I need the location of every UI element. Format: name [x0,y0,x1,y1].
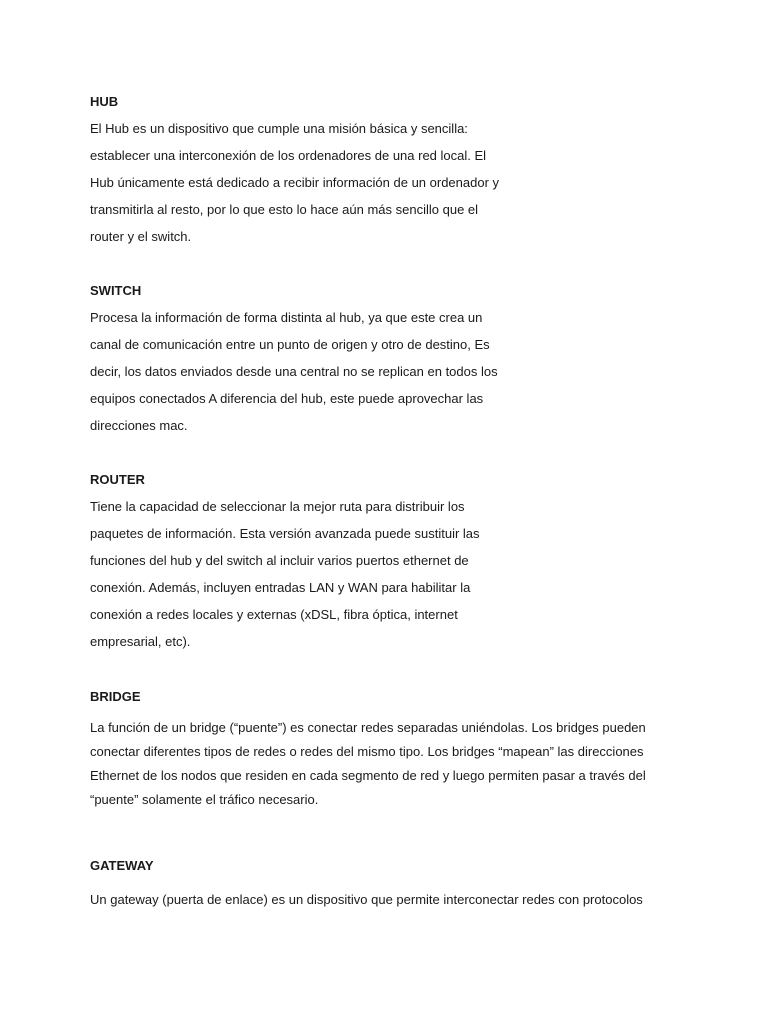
hub-paragraph-line: transmitirla al resto, por lo que esto lo hace aún más sencillo que el [90,202,479,217]
section-heading-bridge: BRIDGE [90,689,141,704]
switch-paragraph-line: decir, los datos enviados desde una central no se replican en todos los [90,364,498,379]
bridge-paragraph-line: conectar diferentes tipos de redes o redes del mismo tipo. Los bridges “mapean” las direcciones [90,744,644,759]
hub-paragraph-line: establecer una interconexión de los ordenadores de una red local. El [90,148,487,163]
router-paragraph-line: conexión a redes locales y externas (xDSL, fibra óptica, internet [90,607,458,622]
hub-paragraph-line: Hub únicamente está dedicado a recibir información de un ordenador y [90,175,500,190]
router-paragraph-line: conexión. Además, incluyen entradas LAN y WAN para habilitar la [90,580,471,595]
switch-paragraph-line: canal de comunicación entre un punto de origen y otro de destino, Es [90,337,490,352]
gateway-paragraph-line: Un gateway (puerta de enlace) es un dispositivo que permite interconectar redes con protocolos [90,892,643,907]
section-heading-gateway: GATEWAY [90,858,154,873]
switch-paragraph-line: Procesa la información de forma distinta al hub, ya que este crea un [90,310,483,325]
section-heading-switch: SWITCH [90,283,142,298]
bridge-paragraph-line: Ethernet de los nodos que residen en cada segmento de red y luego permiten pasar a través del [90,768,646,783]
section-heading-hub: HUB [90,94,119,109]
router-paragraph-line: funciones del hub y del switch al incluir varios puertos ethernet de [90,553,469,568]
switch-paragraph-line: direcciones mac. [90,418,188,433]
hub-paragraph-line: El Hub es un dispositivo que cumple una misión básica y sencilla: [90,121,468,136]
router-paragraph-line: Tiene la capacidad de seleccionar la mejor ruta para distribuir los [90,499,465,514]
section-heading-router: ROUTER [90,472,145,487]
router-paragraph-line: paquetes de información. Esta versión avanzada puede sustituir las [90,526,480,541]
switch-paragraph-line: equipos conectados A diferencia del hub, este puede aprovechar las [90,391,484,406]
hub-paragraph-line: router y el switch. [90,229,192,244]
router-paragraph-line: empresarial, etc). [90,634,191,649]
bridge-paragraph-line: La función de un bridge (“puente”) es conectar redes separadas uniéndolas. Los bridges pueden [90,720,646,735]
bridge-paragraph-line: “puente” solamente el tráfico necesario. [90,792,319,807]
